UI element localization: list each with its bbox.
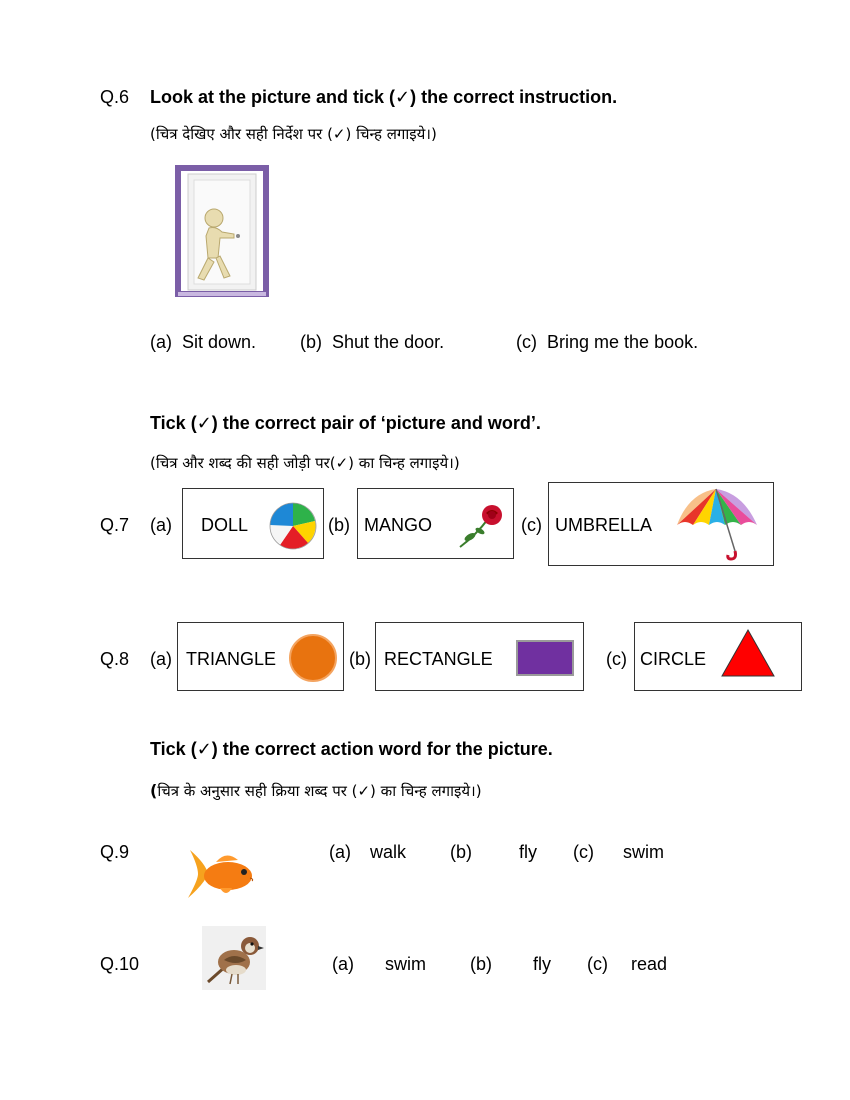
q9-option-a[interactable] bbox=[329, 842, 406, 863]
section3-instruction: Tick (✓) the correct action word for the picture. bbox=[150, 739, 553, 759]
umbrella-icon bbox=[673, 485, 759, 561]
q10-number: Q.10 bbox=[100, 954, 140, 974]
q8-letter-b: (b) bbox=[349, 649, 371, 669]
section2-instruction: Tick (✓) the correct pair of ‘picture and word’. bbox=[150, 413, 541, 433]
q7-number: Q.7 bbox=[100, 515, 130, 535]
q7-letter-b: (b) bbox=[328, 515, 350, 535]
option-text: fly bbox=[533, 954, 552, 974]
q10-option-c[interactable] bbox=[587, 954, 667, 975]
q7-option-b-box[interactable] bbox=[357, 488, 514, 559]
person-opening-door-icon bbox=[176, 166, 268, 298]
option-letter: (c) bbox=[587, 954, 608, 974]
option-text: Bring me the book. bbox=[547, 332, 699, 352]
option-letter: (a) bbox=[332, 954, 354, 974]
q7-word-doll: DOLL bbox=[201, 515, 249, 535]
q9-option-b[interactable] bbox=[450, 842, 537, 863]
q10-option-b[interactable] bbox=[470, 954, 551, 975]
goldfish-icon bbox=[184, 846, 260, 902]
option-text: Shut the door. bbox=[332, 332, 445, 352]
orange-circle-icon bbox=[288, 633, 338, 683]
q8-letter-c: (c) bbox=[606, 649, 627, 669]
q6-option-a[interactable] bbox=[150, 332, 256, 353]
q6-option-b[interactable] bbox=[300, 332, 444, 353]
option-text: fly bbox=[519, 842, 538, 862]
q6-option-c[interactable] bbox=[516, 332, 698, 353]
option-letter: (b) bbox=[450, 842, 472, 862]
option-letter: (c) bbox=[516, 332, 537, 352]
option-letter: (a) bbox=[329, 842, 351, 862]
q6-number: Q.6 bbox=[100, 87, 130, 107]
q8-word-circle: CIRCLE bbox=[640, 649, 707, 669]
q8-option-a-box[interactable] bbox=[177, 622, 344, 691]
section2-hindi-instruction: (चित्र और शब्द की सही जोड़ी पर(✓) का चिन्ह लगाइये।) bbox=[150, 454, 460, 472]
q8-letter-a: (a) bbox=[150, 649, 172, 669]
q10-option-a[interactable] bbox=[332, 954, 426, 975]
q7-option-c-box[interactable] bbox=[548, 482, 774, 566]
q7-word-umbrella: UMBRELLA bbox=[555, 515, 653, 535]
q6-hindi-instruction: (चित्र देखिए और सही निर्देश पर (✓) चिन्ह लगाइये।) bbox=[150, 125, 437, 143]
section3-hindi-instruction bbox=[150, 781, 482, 801]
q7-letter-c: (c) bbox=[521, 515, 542, 535]
q8-option-b-box[interactable] bbox=[375, 622, 584, 691]
option-letter: (c) bbox=[573, 842, 594, 862]
q8-word-rectangle: RECTANGLE bbox=[384, 649, 493, 669]
red-triangle-icon bbox=[720, 628, 776, 678]
q8-number: Q.8 bbox=[100, 649, 130, 669]
q7-letter-a: (a) bbox=[150, 515, 172, 535]
beach-ball-icon bbox=[268, 501, 318, 551]
option-text: swim bbox=[385, 954, 427, 974]
hindi-open-paren: ( bbox=[150, 781, 158, 800]
q8-word-triangle: TRIANGLE bbox=[186, 649, 277, 669]
q7-word-mango: MANGO bbox=[364, 515, 433, 535]
sparrow-icon bbox=[202, 926, 266, 990]
option-letter: (b) bbox=[300, 332, 322, 352]
q6-instruction: Look at the picture and tick (✓) the correct instruction. bbox=[150, 87, 618, 107]
option-text: walk bbox=[370, 842, 407, 862]
option-text: Sit down. bbox=[182, 332, 257, 352]
q8-option-c-box[interactable] bbox=[634, 622, 802, 691]
q9-option-c[interactable] bbox=[573, 842, 664, 863]
q9-number: Q.9 bbox=[100, 842, 130, 862]
option-letter: (b) bbox=[470, 954, 492, 974]
rose-icon bbox=[456, 503, 508, 549]
option-letter: (a) bbox=[150, 332, 172, 352]
door-picture bbox=[176, 166, 268, 298]
option-text: swim bbox=[623, 842, 665, 862]
hindi-text: चित्र के अनुसार सही क्रिया शब्द पर (✓) का चिन्ह लगाइये।) bbox=[157, 782, 482, 800]
q7-option-a-box[interactable] bbox=[182, 488, 324, 559]
option-text: read bbox=[631, 954, 668, 974]
purple-rectangle-icon bbox=[516, 640, 574, 676]
